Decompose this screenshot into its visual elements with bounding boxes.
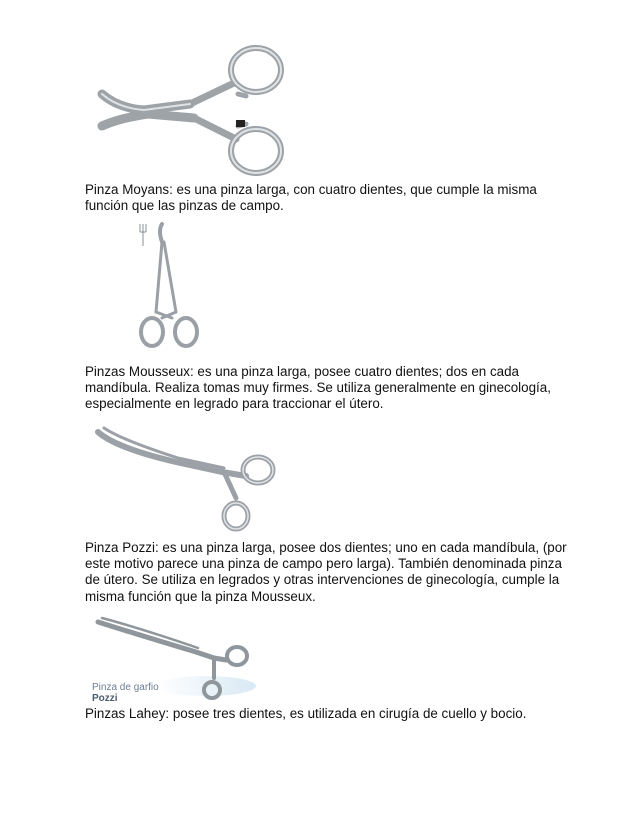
moyans-forceps-image [86, 38, 306, 178]
text-line: Pinzas Lahey: posee tres dientes, es utilizada en cirugía de cuello y bocio. [85, 706, 527, 721]
text-line: especialmente en legrado para traccionar el útero. [85, 396, 384, 412]
lahey-description [85, 706, 555, 722]
lahey-image-caption [92, 682, 172, 704]
text-line: mandíbula. Realiza tomas muy firmes. Se utiliza generalmente en ginecología, [85, 380, 551, 396]
text-line: este motivo parece una pinza de campo pero larga). También denominada pinza [85, 556, 562, 572]
mousseux-forceps-image [134, 220, 209, 360]
text-line: función que las pinzas de campo. [85, 198, 284, 214]
pozzi-forceps-image [86, 418, 286, 536]
caption-line: Pozzi [92, 693, 118, 704]
text-line: Pinzas Mousseux: es una pinza larga, posee cuatro dientes; dos en cada [85, 364, 519, 379]
text-line: Pinza Moyans: es una pinza larga, con cuatro dientes, que cumple la misma [85, 182, 537, 197]
text-line: de útero. Se utiliza en legrados y otras intervenciones de ginecología, cumple la [85, 572, 560, 588]
mousseux-description [85, 364, 555, 413]
caption-line: Pinza de garfio [92, 682, 159, 693]
text-line: Pinza Pozzi: es una pinza larga, posee dos dientes; uno en cada mandíbula, (por [85, 540, 567, 555]
text-line: misma función que la pinza Mousseux. [85, 588, 316, 604]
pozzi-description [85, 540, 567, 605]
moyans-description [85, 182, 555, 214]
